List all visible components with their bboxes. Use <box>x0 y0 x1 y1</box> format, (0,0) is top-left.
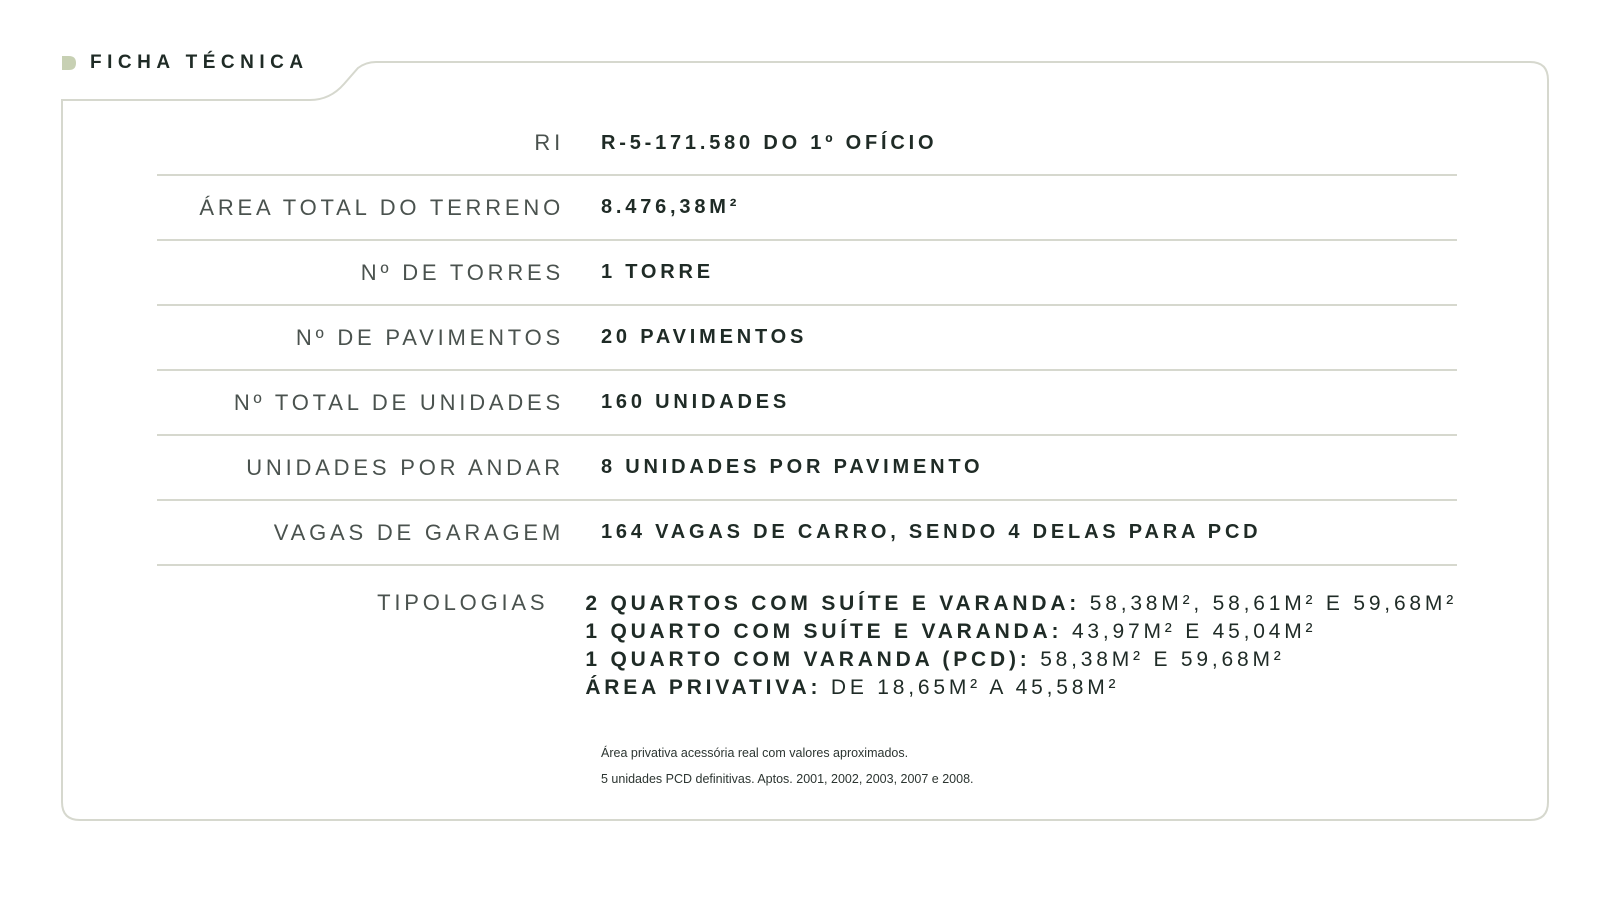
tipologia-detail: DE 18,65M² A 45,58M² <box>830 676 1120 699</box>
spec-label: TIPOLOGIAS <box>377 590 549 615</box>
tipologia-detail: 43,97M² E 45,04M² <box>1071 620 1317 643</box>
spec-label: UNIDADES POR ANDAR <box>246 454 564 480</box>
spec-value: 8.476,38M² <box>601 196 741 218</box>
footnote: Área privativa acessória real com valores aproximados. <box>601 746 909 760</box>
tipologia-title: ÁREA PRIVATIVA: <box>585 676 822 699</box>
tipologia-line <box>585 590 1457 618</box>
tipologia-line <box>585 646 1457 674</box>
footnote: 5 unidades PCD definitivas. Aptos. 2001, 2002, 2003, 2007 e 2008. <box>601 772 974 786</box>
spec-value: 20 PAVIMENTOS <box>601 326 808 348</box>
spec-row-vagas <box>157 501 1457 566</box>
spec-label: ÁREA TOTAL DO TERRENO <box>199 194 564 220</box>
tipologia-line <box>585 618 1457 646</box>
tipologia-title: 1 QUARTO COM VARANDA (PCD): <box>585 648 1031 671</box>
spec-row-pavimentos <box>157 306 1457 371</box>
spec-table <box>157 112 1457 792</box>
spec-value: 164 VAGAS DE CARRO, SENDO 4 DELAS PARA PCD <box>601 521 1262 543</box>
tipologia-detail: 58,38M² E 59,68M² <box>1040 648 1285 671</box>
spec-row-area-terreno <box>157 176 1457 241</box>
page-title: FICHA TÉCNICA <box>90 52 309 73</box>
spec-label: VAGAS DE GARAGEM <box>273 519 564 545</box>
spec-value: 1 TORRE <box>601 261 714 283</box>
spec-row-total-unidades <box>157 371 1457 436</box>
tipologia-detail: 58,38M², 58,61M² E 59,68M² <box>1089 592 1457 615</box>
spec-row-unidades-andar <box>157 436 1457 501</box>
spec-row-ri <box>157 112 1457 176</box>
tipologia-title: 2 QUARTOS COM SUÍTE E VARANDA: <box>585 592 1081 615</box>
spec-label: Nº TOTAL DE UNIDADES <box>233 389 564 415</box>
footnotes <box>601 740 1457 792</box>
spec-label: RI <box>534 130 564 155</box>
tipologia-title: 1 QUARTO COM SUÍTE E VARANDA: <box>585 620 1063 643</box>
spec-label: Nº DE PAVIMENTOS <box>295 324 564 350</box>
section-heading <box>62 52 309 74</box>
spec-row-tipologias <box>157 566 1457 702</box>
bullet-marker-icon <box>62 56 76 70</box>
spec-value: 8 UNIDADES POR PAVIMENTO <box>601 456 984 478</box>
tipologia-line <box>585 674 1457 702</box>
spec-value: 160 UNIDADES <box>601 391 790 413</box>
spec-value: R-5-171.580 DO 1º OFÍCIO <box>601 131 938 154</box>
tipologias-list <box>585 590 1457 702</box>
spec-label: Nº DE TORRES <box>360 259 564 285</box>
spec-row-torres <box>157 241 1457 306</box>
